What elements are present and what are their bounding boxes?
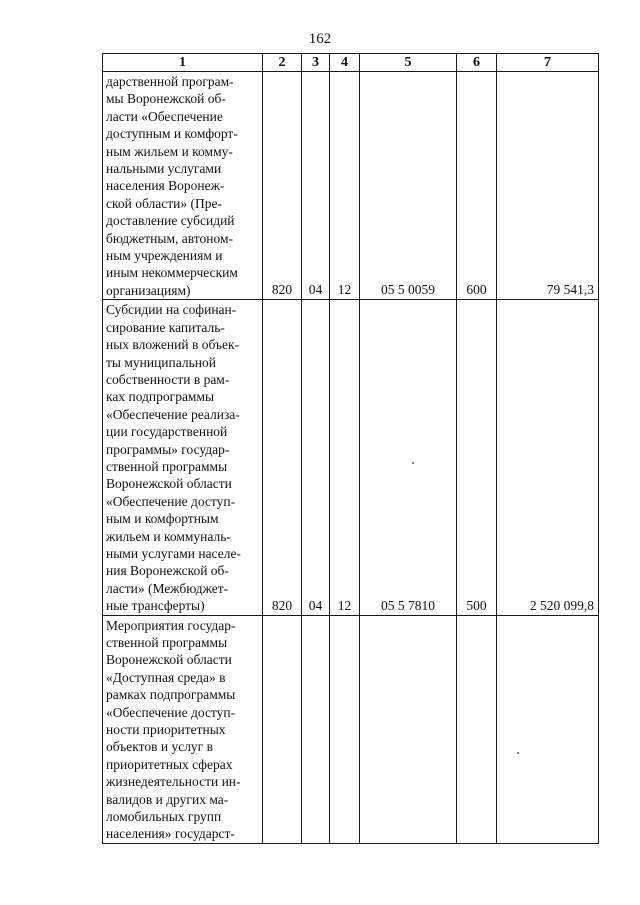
row-code-col4: 12	[330, 72, 360, 300]
row-code-col5	[360, 615, 457, 843]
page-number: 162	[308, 31, 332, 47]
row-amount: 79 541,3	[497, 72, 599, 300]
row-code-col3	[302, 615, 330, 843]
column-header-2: 2	[263, 54, 302, 72]
row-code-col5: 05 5 7810	[360, 300, 457, 615]
column-header-1: 1	[103, 54, 263, 72]
column-header-6: 6	[457, 54, 497, 72]
row-code-col6: 500	[457, 300, 497, 615]
column-header-5: 5	[360, 54, 457, 72]
budget-table	[102, 53, 599, 844]
row-description: дарственной програм- мы Воронежской об- ласти «Обеспечение доступным и комфорт- ным жильем и комму- нальными услугами населения Воронеж- ской области» (Пре- доставление субсидий бюджетным, автоном- ным учреждениям и иным некоммерческим организациям)	[103, 72, 263, 300]
table-row	[103, 615, 599, 843]
row-code-col4: 12	[330, 300, 360, 615]
row-code-col6	[457, 615, 497, 843]
row-description: Субсидии на софинан- сирование капиталь- ных вложений в объек- ты муниципальной собственности в рам- ках подпрограммы «Обеспечение реализа- ции государственной программы» государ- ственной программы Воронежской области «Обеспечение доступ- ным и комфортным жильем и коммуналь- ными услугами населе- ния Воронежской об- ласти» (Межбюджет- ные трансферты)	[103, 300, 263, 615]
header-row	[103, 54, 599, 72]
table-row	[103, 72, 599, 300]
row-code-col2: 820	[263, 300, 302, 615]
row-description: Мероприятия государ- ственной программы Воронежской области «Доступная среда» в рамках подпрограммы «Обеспечение доступ- ности приоритетных объектов и услуг в приоритетных сферах жизнедеятельности ин- валидов и других ма- ломобильных групп населения» государст-	[103, 615, 263, 843]
column-header-3: 3	[302, 54, 330, 72]
row-amount	[497, 615, 599, 843]
row-amount: 2 520 099,8	[497, 300, 599, 615]
column-header-7: 7	[497, 54, 599, 72]
scan-speck	[517, 752, 519, 754]
row-code-col2: 820	[263, 72, 302, 300]
row-code-col5: 05 5 0059	[360, 72, 457, 300]
row-code-col2	[263, 615, 302, 843]
table-row	[103, 300, 599, 615]
row-code-col3: 04	[302, 72, 330, 300]
row-code-col4	[330, 615, 360, 843]
scan-speck	[412, 462, 414, 464]
column-header-4: 4	[330, 54, 360, 72]
row-code-col3: 04	[302, 300, 330, 615]
row-code-col6: 600	[457, 72, 497, 300]
